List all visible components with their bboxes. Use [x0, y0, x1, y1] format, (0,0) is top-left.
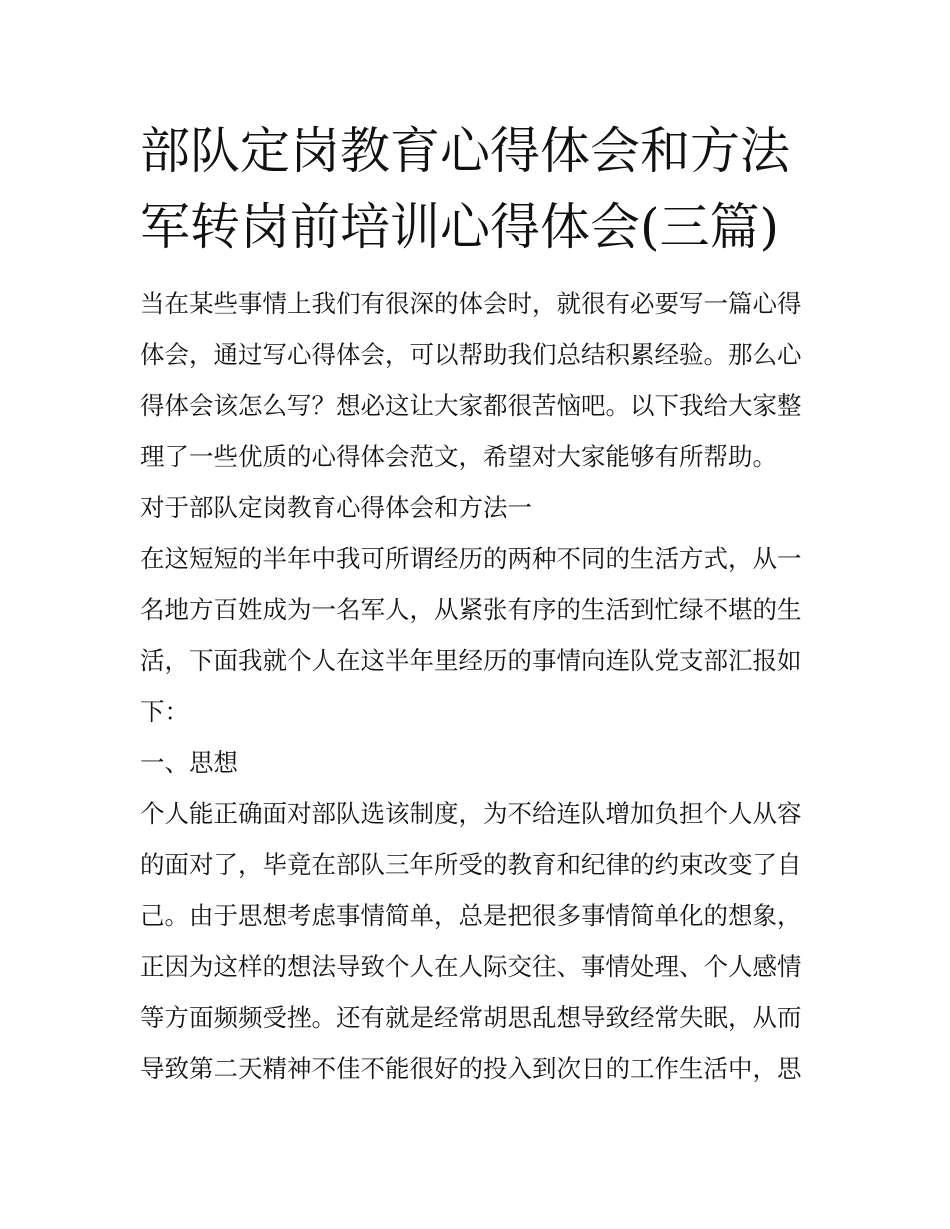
body-line: 名地方百姓成为一名军人，从紧张有序的生活到忙绿不堪的生 [140, 595, 802, 624]
body-line: 己。由于思想考虑事情简单，总是把很多事情简单化的想象， [140, 901, 802, 930]
body-line: 个人能正确面对部队选该制度，为不给连队增加负担个人从容 [140, 799, 802, 828]
body-line: 得体会该怎么写？想必这让大家都很苦恼吧。以下我给大家整 [140, 391, 802, 420]
body-line: 下： [140, 697, 189, 726]
body-line: 正因为这样的想法导致个人在人际交往、事情处理、个人感情 [140, 952, 802, 981]
document-body [140, 278, 820, 1094]
body-line: 体会，通过写心得体会，可以帮助我们总结积累经验。那么心 [140, 340, 802, 369]
section-heading: 对于部队定岗教育心得体会和方法一 [140, 493, 532, 522]
body-line: 等方面频频受挫。还有就是经常胡思乱想导致经常失眠，从而 [140, 1003, 802, 1032]
title-line-1: 部队定岗教育心得体会和方法 [140, 122, 790, 180]
body-line: 在这短短的半年中我可所谓经历的两种不同的生活方式，从一 [140, 544, 802, 573]
title-line-2: 军转岗前培训心得体会(三篇) [140, 198, 780, 256]
body-line: 当在某些事情上我们有很深的体会时，就很有必要写一篇心得 [140, 289, 802, 318]
section-heading: 一、思想 [140, 748, 238, 777]
body-line: 导致第二天精神不佳不能很好的投入到次日的工作生活中，思 [140, 1054, 802, 1083]
body-line: 理了一些优质的心得体会范文，希望对大家能够有所帮助。 [140, 442, 777, 471]
body-line: 活，下面我就个人在这半年里经历的事情向连队党支部汇报如 [140, 646, 802, 675]
body-line: 的面对了，毕竟在部队三年所受的教育和纪律的约束改变了自 [140, 850, 802, 879]
document-title [140, 113, 840, 265]
